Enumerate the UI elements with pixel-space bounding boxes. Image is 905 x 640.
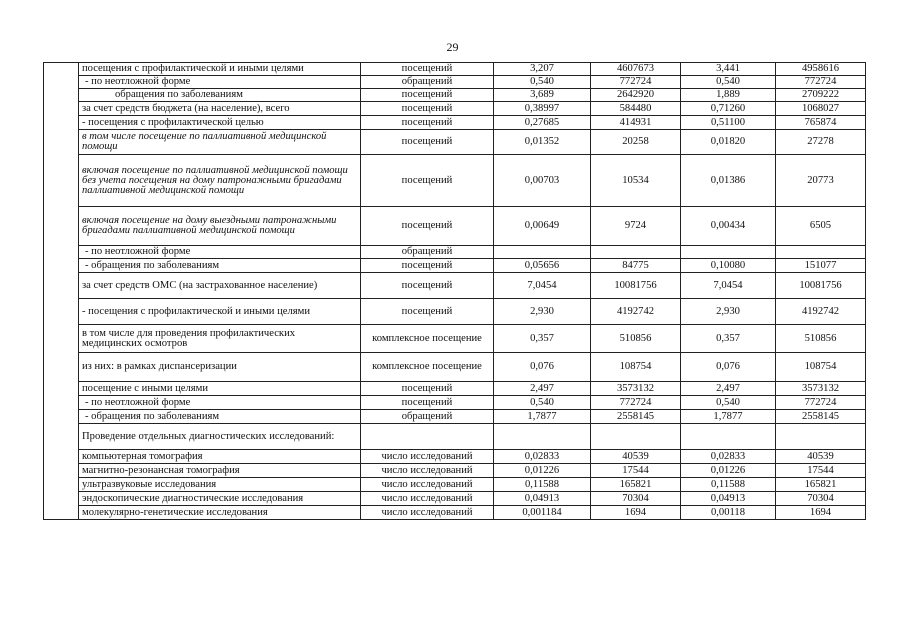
value-3-cell: 0,11588 [681, 478, 776, 492]
table-row [44, 353, 866, 382]
value-2-cell: 510856 [591, 325, 681, 353]
value-2-cell: 17544 [591, 464, 681, 478]
value-3-cell: 0,540 [681, 396, 776, 410]
value-4-cell: 2709222 [776, 89, 866, 102]
table-row [44, 259, 866, 273]
unit-cell: посещений [361, 130, 494, 155]
value-1-cell: 2,497 [494, 382, 591, 396]
value-4-cell: 20773 [776, 155, 866, 207]
row-label: за счет средств бюджета (на население), всего [79, 102, 361, 116]
unit-cell: обращений [361, 76, 494, 89]
unit-cell: число исследований [361, 464, 494, 478]
value-3-cell: 0,10080 [681, 259, 776, 273]
value-2-cell: 4192742 [591, 299, 681, 325]
unit-cell [361, 424, 494, 450]
blank-first-column [44, 63, 79, 520]
value-3-cell: 1,7877 [681, 410, 776, 424]
value-1-cell: 7,0454 [494, 273, 591, 299]
value-2-cell: 9724 [591, 207, 681, 246]
table-row [44, 492, 866, 506]
table-row [44, 382, 866, 396]
table-row [44, 506, 866, 520]
value-3-cell: 0,01386 [681, 155, 776, 207]
value-1-cell: 0,04913 [494, 492, 591, 506]
table-row [44, 76, 866, 89]
value-3-cell [681, 424, 776, 450]
value-1-cell: 0,076 [494, 353, 591, 382]
value-1-cell: 0,540 [494, 396, 591, 410]
table-row [44, 325, 866, 353]
value-2-cell: 1694 [591, 506, 681, 520]
value-2-cell: 4607673 [591, 63, 681, 76]
value-4-cell: 17544 [776, 464, 866, 478]
unit-cell: посещений [361, 273, 494, 299]
value-4-cell: 772724 [776, 76, 866, 89]
row-label: из них: в рамках диспансеризации [79, 353, 361, 382]
table-row [44, 207, 866, 246]
table-row [44, 130, 866, 155]
row-label: - обращения по заболеваниям [79, 410, 361, 424]
value-3-cell: 0,00434 [681, 207, 776, 246]
unit-cell: посещений [361, 396, 494, 410]
unit-cell: обращений [361, 246, 494, 259]
value-1-cell: 0,00649 [494, 207, 591, 246]
value-4-cell: 108754 [776, 353, 866, 382]
value-2-cell: 70304 [591, 492, 681, 506]
value-4-cell: 151077 [776, 259, 866, 273]
unit-cell: посещений [361, 207, 494, 246]
table-row [44, 273, 866, 299]
unit-cell: посещений [361, 89, 494, 102]
unit-cell: комплексное посещение [361, 353, 494, 382]
value-1-cell: 2,930 [494, 299, 591, 325]
row-label: ультразвуковые исследования [79, 478, 361, 492]
unit-cell: число исследований [361, 478, 494, 492]
table-row [44, 396, 866, 410]
value-2-cell: 2642920 [591, 89, 681, 102]
value-2-cell: 20258 [591, 130, 681, 155]
volume-table [43, 62, 866, 520]
row-label: в том числе посещение по паллиативной медицинской помощи [79, 130, 361, 155]
row-label: - посещения с профилактической целью [79, 116, 361, 130]
unit-cell: посещений [361, 116, 494, 130]
unit-cell: посещений [361, 259, 494, 273]
value-1-cell: 0,05656 [494, 259, 591, 273]
value-3-cell: 0,51100 [681, 116, 776, 130]
table-row [44, 63, 866, 76]
unit-cell: посещений [361, 299, 494, 325]
value-1-cell [494, 424, 591, 450]
row-label: - по неотложной форме [79, 246, 361, 259]
value-1-cell: 0,01352 [494, 130, 591, 155]
row-label: посещение с иными целями [79, 382, 361, 396]
value-2-cell: 40539 [591, 450, 681, 464]
value-4-cell [776, 246, 866, 259]
value-3-cell: 7,0454 [681, 273, 776, 299]
value-3-cell: 0,00118 [681, 506, 776, 520]
value-2-cell: 165821 [591, 478, 681, 492]
table-row [44, 102, 866, 116]
value-2-cell: 772724 [591, 396, 681, 410]
value-2-cell [591, 424, 681, 450]
value-1-cell: 0,11588 [494, 478, 591, 492]
unit-cell: комплексное посещение [361, 325, 494, 353]
value-3-cell: 0,01820 [681, 130, 776, 155]
value-4-cell [776, 424, 866, 450]
value-1-cell [494, 246, 591, 259]
value-4-cell: 1694 [776, 506, 866, 520]
value-1-cell: 3,689 [494, 89, 591, 102]
value-4-cell: 4958616 [776, 63, 866, 76]
unit-cell: обращений [361, 410, 494, 424]
value-2-cell: 10534 [591, 155, 681, 207]
table-row [44, 299, 866, 325]
value-4-cell: 6505 [776, 207, 866, 246]
unit-cell: число исследований [361, 506, 494, 520]
table-row [44, 155, 866, 207]
value-2-cell: 772724 [591, 76, 681, 89]
value-2-cell: 584480 [591, 102, 681, 116]
row-label: молекулярно-генетические исследования [79, 506, 361, 520]
value-2-cell: 84775 [591, 259, 681, 273]
page-number: 29 [446, 40, 459, 54]
value-3-cell: 0,01226 [681, 464, 776, 478]
value-2-cell: 108754 [591, 353, 681, 382]
value-1-cell: 0,001184 [494, 506, 591, 520]
row-label: магнитно-резонансная томография [79, 464, 361, 478]
table-row [44, 89, 866, 102]
row-label: за счет средств ОМС (на застрахованное население) [79, 273, 361, 299]
value-4-cell: 1068027 [776, 102, 866, 116]
row-label: в том числе для проведения профилактических медицинских осмотров [79, 325, 361, 353]
row-label: - по неотложной форме [79, 76, 361, 89]
table-row [44, 116, 866, 130]
value-1-cell: 0,540 [494, 76, 591, 89]
value-3-cell: 0,076 [681, 353, 776, 382]
value-1-cell: 0,02833 [494, 450, 591, 464]
table-row [44, 464, 866, 478]
value-3-cell: 0,357 [681, 325, 776, 353]
table-row [44, 410, 866, 424]
unit-cell: число исследований [361, 450, 494, 464]
row-label: - по неотложной форме [79, 396, 361, 410]
table-row [44, 478, 866, 492]
value-4-cell: 3573132 [776, 382, 866, 396]
value-4-cell: 10081756 [776, 273, 866, 299]
value-4-cell: 165821 [776, 478, 866, 492]
value-4-cell: 510856 [776, 325, 866, 353]
value-2-cell [591, 246, 681, 259]
row-label: эндоскопические диагностические исследования [79, 492, 361, 506]
value-1-cell: 0,38997 [494, 102, 591, 116]
row-label: обращения по заболеваниям [79, 89, 361, 102]
unit-cell: число исследований [361, 492, 494, 506]
value-3-cell: 0,02833 [681, 450, 776, 464]
value-3-cell: 2,930 [681, 299, 776, 325]
value-4-cell: 70304 [776, 492, 866, 506]
unit-cell: посещений [361, 382, 494, 396]
value-1-cell: 0,27685 [494, 116, 591, 130]
row-label: компьютерная томография [79, 450, 361, 464]
value-3-cell: 3,441 [681, 63, 776, 76]
value-1-cell: 3,207 [494, 63, 591, 76]
table-row [44, 424, 866, 450]
value-4-cell: 772724 [776, 396, 866, 410]
value-1-cell: 0,357 [494, 325, 591, 353]
row-label: посещения с профилактической и иными целями [79, 63, 361, 76]
value-2-cell: 10081756 [591, 273, 681, 299]
value-4-cell: 27278 [776, 130, 866, 155]
value-2-cell: 3573132 [591, 382, 681, 396]
value-3-cell: 1,889 [681, 89, 776, 102]
row-label: - обращения по заболеваниям [79, 259, 361, 273]
value-2-cell: 414931 [591, 116, 681, 130]
value-4-cell: 2558145 [776, 410, 866, 424]
value-1-cell: 1,7877 [494, 410, 591, 424]
value-4-cell: 765874 [776, 116, 866, 130]
value-4-cell: 4192742 [776, 299, 866, 325]
value-1-cell: 0,00703 [494, 155, 591, 207]
value-3-cell: 2,497 [681, 382, 776, 396]
value-2-cell: 2558145 [591, 410, 681, 424]
row-label: Проведение отдельных диагностических исследований: [79, 424, 361, 450]
unit-cell: посещений [361, 155, 494, 207]
value-4-cell: 40539 [776, 450, 866, 464]
table-row [44, 246, 866, 259]
value-3-cell: 0,540 [681, 76, 776, 89]
table-row [44, 450, 866, 464]
row-label: включая посещение по паллиативной медицинской помощи без учета посещения на дому патронажными бригадами паллиативной медицинской помощи [79, 155, 361, 207]
unit-cell: посещений [361, 102, 494, 116]
value-1-cell: 0,01226 [494, 464, 591, 478]
value-3-cell: 0,04913 [681, 492, 776, 506]
row-label: - посещения с профилактической и иными целями [79, 299, 361, 325]
value-3-cell: 0,71260 [681, 102, 776, 116]
unit-cell: посещений [361, 63, 494, 76]
row-label: включая посещение на дому выездными патронажными бригадами паллиативной медицинской помощи [79, 207, 361, 246]
value-3-cell [681, 246, 776, 259]
